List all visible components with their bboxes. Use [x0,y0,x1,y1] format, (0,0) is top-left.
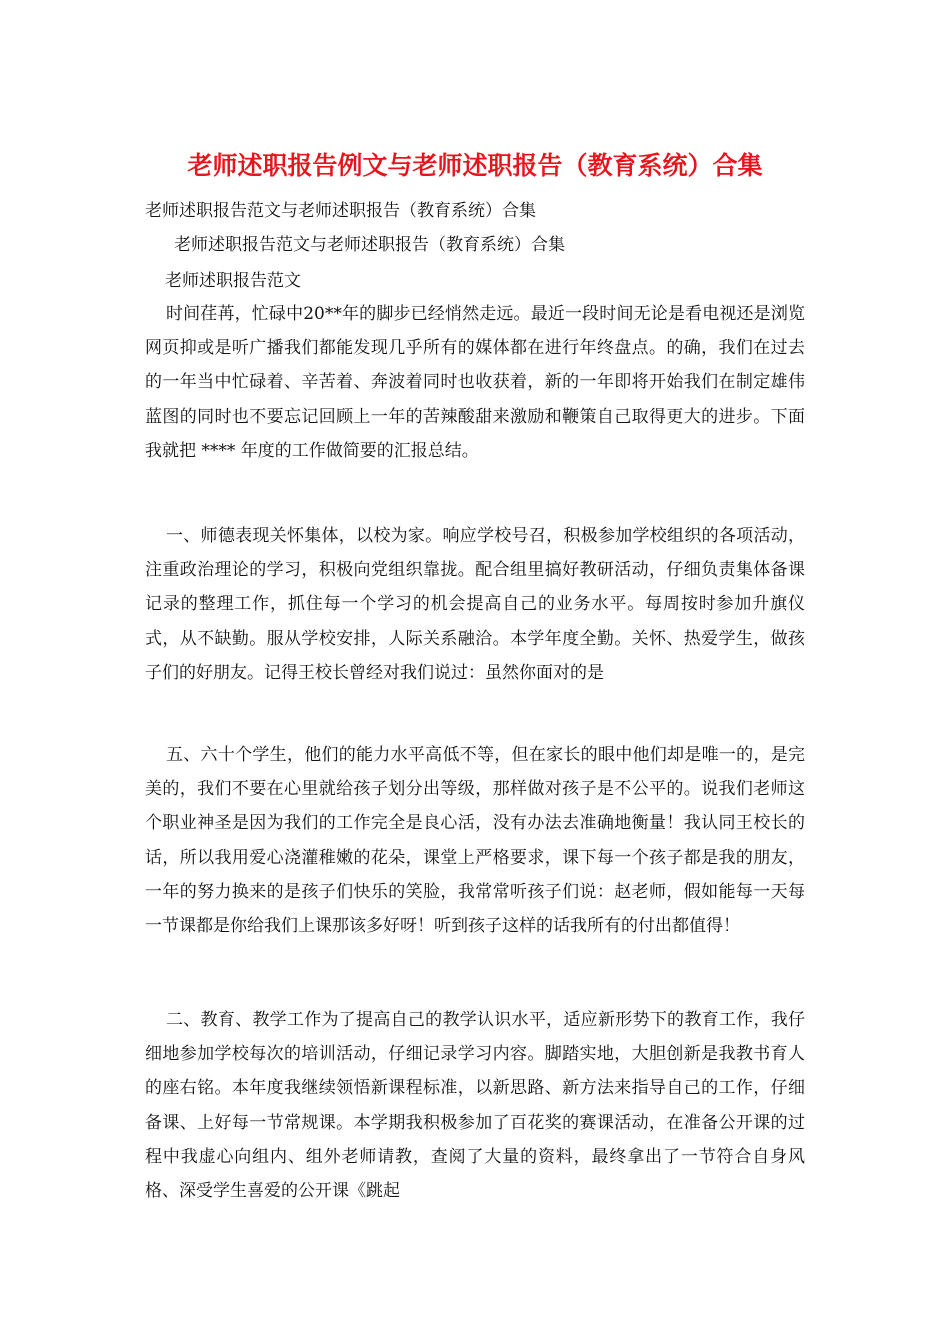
document-subtitle-repeat: 老师述职报告范文与老师述职报告（教育系统）合集 [174,235,565,255]
body-paragraph-intro: 时间荏苒，忙碌中20**年的脚步已经悄然走远。最近一段时间无论是看电视还是浏览网页抑或是听广播我们都能发现几乎所有的媒体都在进行年终盘点。的确，我们在过去的一年当中忙碌着、辛苦着、奔波着同时也收获着，新的一年即将开始我们在制定雄伟蓝图的同时也不要忘记回顾上一年的苦辣酸甜来激励和鞭策自己取得更大的进步。下面我就把 **** 年度的工作做简要的汇报总结。 [145,304,805,461]
section-heading: 老师述职报告范文 [165,271,301,291]
body-paragraph-ethics: 一、师德表现关怀集体，以校为家。响应学校号召，积极参加学校组织的各项活动，注重政治理论的学习，积极向党组织靠拢。配合组里搞好教研活动，仔细负责集体备课记录的整理工作，抓住每一个学习的机会提高自己的业务水平。每周按时参加升旗仪式，从不缺勤。服从学校安排，人际关系融洽。本学年度全勤。关怀、热爱学生，做孩子们的好朋友。记得王校长曾经对我们说过：虽然你面对的是 [145,526,805,683]
document-subtitle: 老师述职报告范文与老师述职报告（教育系统）合集 [145,201,536,221]
body-paragraph-students: 五、六十个学生，他们的能力水平高低不等，但在家长的眼中他们却是唯一的，是完美的，我们不要在心里就给孩子划分出等级，那样做对孩子是不公平的。说我们老师这个职业神圣是因为我们的工作完全是良心活，没有办法去准确地衡量！我认同王校长的话，所以我用爱心浇灌稚嫩的花朵，课堂上严格要求，课下每一个孩子都是我的朋友，一年的努力换来的是孩子们快乐的笑脸，我常常听孩子们说：赵老师，假如能每一天每一节课都是你给我们上课那该多好呀！听到孩子这样的话我所有的付出都值得！ [145,745,805,937]
body-paragraph-teaching: 二、教育、教学工作为了提高自己的教学认识水平，适应新形势下的教育工作，我仔细地参加学校每次的培训活动，仔细记录学习内容。脚踏实地，大胆创新是我教书育人的座右铭。本年度我继续领悟新课程标准，以新思路、新方法来指导自己的工作，仔细备课、上好每一节常规课。本学期我积极参加了百花奖的赛课活动，在准备公开课的过程中我虚心向组内、组外老师请教，查阅了大量的资料，最终拿出了一节符合自身风格、深受学生喜爱的公开课《跳起 [145,1010,805,1202]
document-title: 老师述职报告例文与老师述职报告（教育系统）合集 [187,151,763,180]
